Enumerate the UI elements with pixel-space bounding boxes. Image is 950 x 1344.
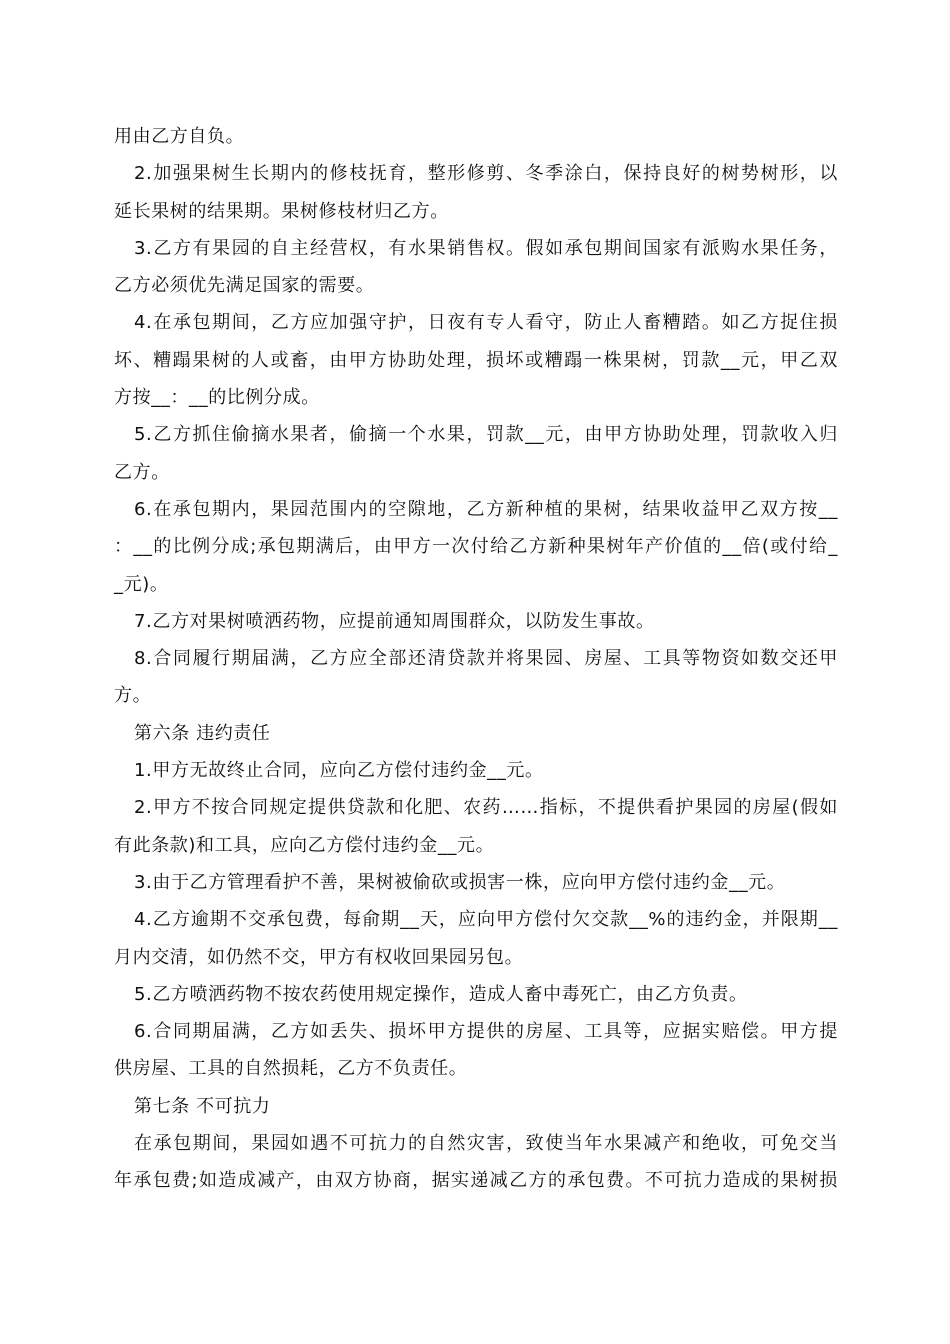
text-line: 月内交清，如仍然不交，甲方有权收回果园另包。 xyxy=(114,946,524,968)
text-line: 3.乙方有果园的自主经营权，有水果销售权。假如承包期间国家有派购水果任务， xyxy=(134,237,838,259)
text-line: 方按__：__的比例分成。 xyxy=(114,387,320,409)
text-line: 有此条款)和工具，应向乙方偿付违约金__元。 xyxy=(114,834,495,856)
text-line: 在承包期间，果园如遇不可抗力的自然灾害，致使当年水果减产和绝收，可免交当 xyxy=(134,1133,838,1155)
text-line: 乙方必须优先满足国家的需要。 xyxy=(114,275,375,297)
text-line: 4.乙方逾期不交承包费，每俞期__天，应向甲方偿付欠交款__%的违约金，并限期__ xyxy=(134,909,838,931)
document-page xyxy=(114,118,838,1200)
text-line: ：__的比例分成;承包期满后，由甲方一次付给乙方新种果树年产价值的__倍(或付给_ xyxy=(114,536,838,558)
text-line: 2.甲方不按合同规定提供贷款和化肥、农药……指标，不提供看护果园的房屋(假如 xyxy=(134,797,838,819)
text-line: 第六条 违约责任 xyxy=(134,722,271,744)
text-line: 6.在承包期内，果园范围内的空隙地，乙方新种植的果树，结果收益甲乙双方按__ xyxy=(134,498,838,520)
text-line: 用由乙方自负。 xyxy=(114,126,245,147)
text-line: _元)。 xyxy=(114,573,169,595)
text-line: 坏、糟蹋果树的人或畜，由甲方协助处理，损坏或糟蹋一株果树，罚款__元，甲乙双 xyxy=(114,349,838,371)
text-line: 2.加强果树生长期内的修枝抚育，整形修剪、冬季涂白，保持良好的树势树形，以 xyxy=(134,163,838,185)
text-line: 5.乙方喷洒药物不按农药使用规定操作，造成人畜中毒死亡，由乙方负责。 xyxy=(134,983,748,1005)
text-line: 6.合同期届满，乙方如丢失、损坏甲方提供的房屋、工具等，应据实赔偿。甲方提 xyxy=(134,1021,838,1043)
text-line: 方。 xyxy=(114,685,152,707)
text-line: 8.合同履行期届满，乙方应全部还清贷款并将果园、房屋、工具等物资如数交还甲 xyxy=(134,648,838,670)
text-line: 年承包费;如造成减产，由双方协商，据实递减乙方的承包费。不可抗力造成的果树损 xyxy=(114,1170,838,1192)
text-line: 延长果树的结果期。果树修枝材归乙方。 xyxy=(114,200,449,222)
text-line: 供房屋、工具的自然损耗，乙方不负责任。 xyxy=(114,1058,468,1080)
text-line: 5.乙方抓住偷摘水果者，偷摘一个水果，罚款__元，由甲方协助处理，罚款收入归 xyxy=(134,424,838,446)
text-line: 4.在承包期间，乙方应加强守护，日夜有专人看守，防止人畜糟踏。如乙方捉住损 xyxy=(134,312,838,334)
text-line: 3.由于乙方管理看护不善，果树被偷砍或损害一株，应向甲方偿付违约金__元。 xyxy=(134,871,786,893)
text-line: 乙方。 xyxy=(114,461,170,483)
text-line: 1.甲方无故终止合同，应向乙方偿付违约金__元。 xyxy=(134,760,544,782)
text-line: 第七条 不可抗力 xyxy=(134,1095,271,1117)
text-line: 7.乙方对果树喷洒药物，应提前通知周围群众，以防发生事故。 xyxy=(134,610,655,632)
